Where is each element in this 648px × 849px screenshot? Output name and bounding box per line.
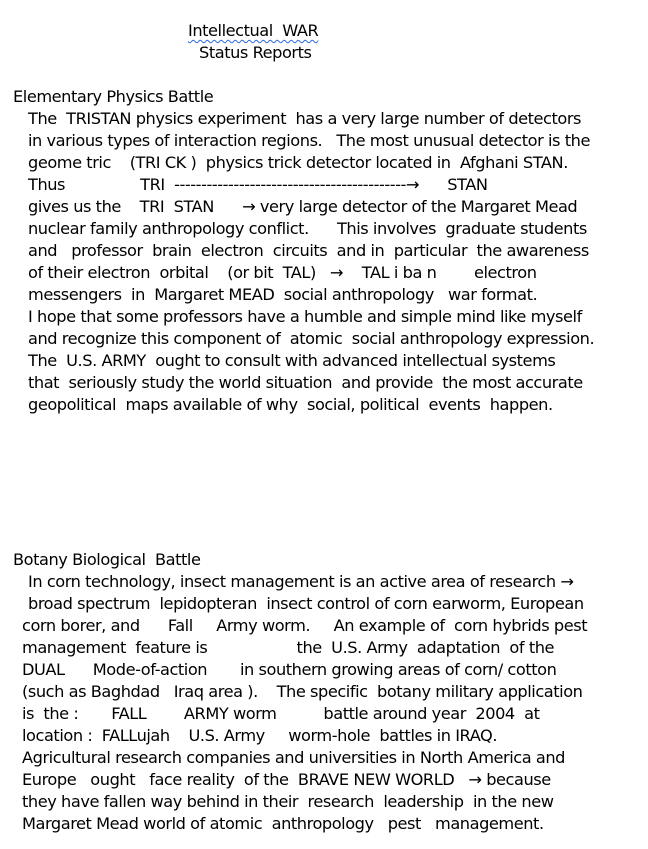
paragraph-line: (such as Baghdad Iraq area ). The specific botany military application — [22, 682, 583, 701]
paragraph-line: Agricultural research companies and universities in North America and — [22, 748, 565, 767]
paragraph-line: location : FALLujah U.S. Army worm-hole battles in IRAQ. — [22, 726, 498, 745]
paragraph-line: Thus TRI -------------------------------------------→ STAN — [28, 175, 488, 194]
paragraph-line: nuclear family anthropology conflict. This involves graduate students — [28, 219, 587, 238]
paragraph-line: Margaret Mead world of atomic anthropology pest management. — [22, 814, 544, 833]
paragraph-line: in various types of interaction regions. The most unusual detector is the — [28, 131, 590, 150]
paragraph-line: that seriously study the world situation and provide the most accurate — [28, 373, 583, 392]
paragraph-line: DUAL Mode-of-action in southern growing areas of corn/ cotton — [22, 660, 557, 679]
paragraph-line: management feature is the U.S. Army adaptation of the — [22, 638, 555, 657]
paragraph-line: corn borer, and Fall Army worm. An example of corn hybrids pest — [22, 616, 588, 635]
paragraph-line: of their electron orbital (or bit TAL) → TAL i ba n electron — [28, 263, 537, 282]
paragraph-line: broad spectrum lepidopteran insect control of corn earworm, European — [28, 594, 584, 613]
paragraph-line: and professor brain electron circuits and in particular the awareness — [28, 241, 589, 260]
paragraph-line: In corn technology, insect management is an active area of research → — [28, 572, 574, 591]
paragraph-line: messengers in Margaret MEAD social anthropology war format. — [28, 285, 538, 304]
paragraph-line: gives us the TRI STAN → very large detector of the Margaret Mead — [28, 197, 578, 216]
paragraph-line: geome tric (TRI CK ) physics trick detector located in Afghani STAN. — [28, 153, 568, 172]
document-subtitle: Status Reports — [199, 43, 312, 62]
section-heading-physics: Elementary Physics Battle — [13, 87, 214, 106]
paragraph-line: Europe ought face reality of the BRAVE NEW WORLD → because — [22, 770, 551, 789]
section-heading-botany: Botany Biological Battle — [13, 550, 201, 569]
paragraph-line: geopolitical maps available of why social, political events happen. — [28, 395, 553, 414]
paragraph-line: and recognize this component of atomic social anthropology expression. — [28, 329, 595, 348]
paragraph-line: is the : FALL ARMY worm battle around year 2004 at — [22, 704, 540, 723]
document-title: Intellectual WAR — [188, 21, 319, 40]
paragraph-line: they have fallen way behind in their research leadership in the new — [22, 792, 554, 811]
paragraph-line: The U.S. ARMY ought to consult with advanced intellectual systems — [28, 351, 556, 370]
paragraph-line: I hope that some professors have a humble and simple mind like myself — [28, 307, 582, 326]
paragraph-line: The TRISTAN physics experiment has a very large number of detectors — [28, 109, 582, 128]
